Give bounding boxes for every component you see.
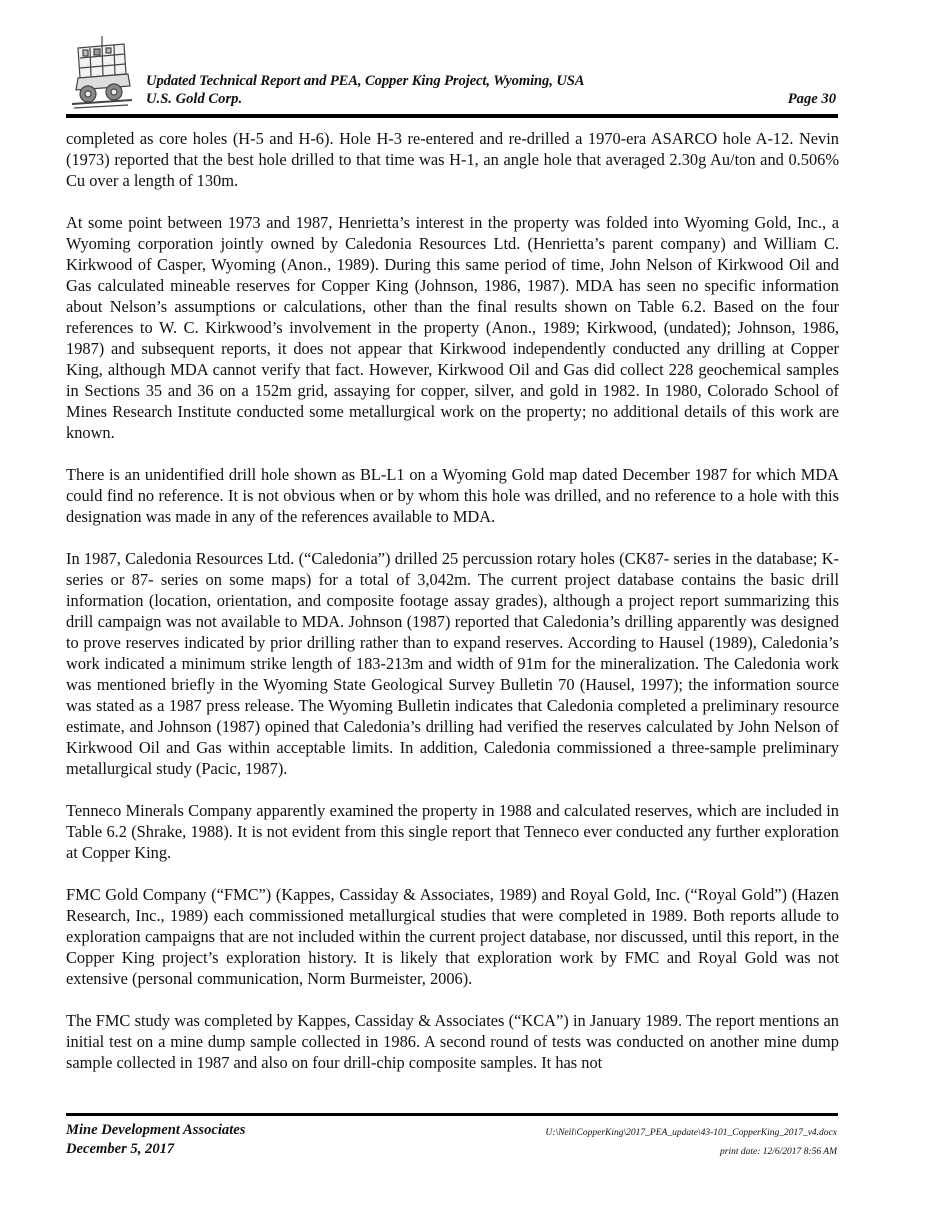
page-footer-left <box>66 1121 245 1159</box>
page-header <box>66 26 838 118</box>
paragraph: In 1987, Caledonia Resources Ltd. (“Caledonia”) drilled 25 percussion rotary holes (CK87- series in the database; K- series or 87- series on some maps) for a total of 3,042m. The current project database contains the basic drill information (location, orientation, and composite footage assay grades), although a project report summarizing this drill campaign was not available to MDA. Johnson (1987) reported that Caledonia’s drilling apparently was designed to prove reserves indicated by prior drilling rather than to expand reserves. According to Hausel (1989), Caledonia’s work indicated a minimum strike length of 183-213m and width of 91m for the mineralization. The Caledonia work was mentioned briefly in the Wyoming State Geological Survey Bulletin 70 (Hausel, 1997); the information source was stated as a 1987 press release. The Wyoming Bulletin indicates that Caledonia completed a preliminary resource estimate, and Johnson (1987) opined that Caledonia’s drilling had verified the reserves calculated by John Nelson of Kirkwood Oil and Gas within acceptable limits. In addition, Caledonia commissioned a three-sample preliminary metallurgical study (Pacic, 1987). <box>66 549 839 778</box>
report-title: Updated Technical Report and PEA, Copper King Project, Wyoming, USA <box>146 73 585 89</box>
header-divider <box>66 114 838 118</box>
paragraph: FMC Gold Company (“FMC”) (Kappes, Cassiday & Associates, 1989) and Royal Gold, Inc. (“Royal Gold”) (Hazen Research, Inc., 1989) each commissioned metallurgical studies that were completed in 1989. Both reports allude to exploration campaigns that are not included within the current project database, nor discussed, until this report, in the Copper King project’s exploration history. It is likely that exploration work by FMC and Royal Gold was not extensive (personal communication, Norm Burmeister, 2006). <box>66 885 839 988</box>
document-body <box>66 128 839 1094</box>
footer-print-date: print date: 12/6/2017 8:56 AM <box>720 1147 837 1157</box>
company-name: U.S. Gold Corp. <box>146 91 243 107</box>
paragraph: There is an unidentified drill hole shown as BL-L1 on a Wyoming Gold map dated December 1987 for which MDA could find no reference. It is not obvious when or by whom this hole was drilled, and no reference to a hole with this designation was made in any of the references available to MDA. <box>66 465 839 526</box>
paragraph: At some point between 1973 and 1987, Henrietta’s interest in the property was folded into Wyoming Gold, Inc., a Wyoming corporation jointly owned by Caledonia Resources Ltd. (Henrietta’s parent company) and William C. Kirkwood of Casper, Wyoming (Anon., 1989). During this same period of time, John Nelson of Kirkwood Oil and Gas calculated mineable reserves for Copper King (Johnson, 1986, 1987). MDA has seen no specific information about Nelson’s assumptions or calculations, other than the final results shown on Table 6.2. Based on the four references to W. C. Kirkwood’s involvement in the property (Anon., 1989; Kirkwood, (undated); Johnson, 1986, 1987) and subsequent reports, it does not appear that Kirkwood independently conducted any drilling at Copper King, although MDA cannot verify that fact. However, Kirkwood Oil and Gas did collect 228 geochemical samples in Sections 35 and 36 on a 152m grid, assaying for copper, silver, and gold in 1982. In 1980, Colorado School of Mines Research Institute conducted some metallurgical work on the property; no additional details of this work are known. <box>66 213 839 442</box>
page-footer-right <box>545 1124 837 1162</box>
paragraph: completed as core holes (H-5 and H-6). Hole H-3 re-entered and re-drilled a 1970-era ASARCO hole A-12. Nevin (1973) reported that the best hole drilled to that time was H-1, an angle hole that averaged 2.30g Au/ton and 0.506% Cu over a length of 130m. <box>66 129 839 190</box>
paragraph: Tenneco Minerals Company apparently examined the property in 1988 and calculated reserves, which are included in Table 6.2 (Shrake, 1988). It is not evident from this single report that Tenneco ever conducted any further exploration at Copper King. <box>66 801 839 862</box>
footer-organization: Mine Development Associates <box>66 1122 246 1138</box>
footer-date: December 5, 2017 <box>66 1141 175 1157</box>
page-number: Page 30 <box>787 91 836 107</box>
footer-file-path: U:\Neil\CopperKing\2017_PEA_update\43-101_CopperKing_2017_v4.docx <box>545 1128 837 1138</box>
footer-divider <box>66 1113 838 1116</box>
mine-ore-cart-icon <box>68 30 134 112</box>
paragraph: The FMC study was completed by Kappes, Cassiday & Associates (“KCA”) in January 1989. The report mentions an initial test on a mine dump sample collected in 1986. A second round of tests was conducted on another mine dump sample collected in 1987 and also on four drill-chip composite samples. It has not <box>66 1011 839 1072</box>
